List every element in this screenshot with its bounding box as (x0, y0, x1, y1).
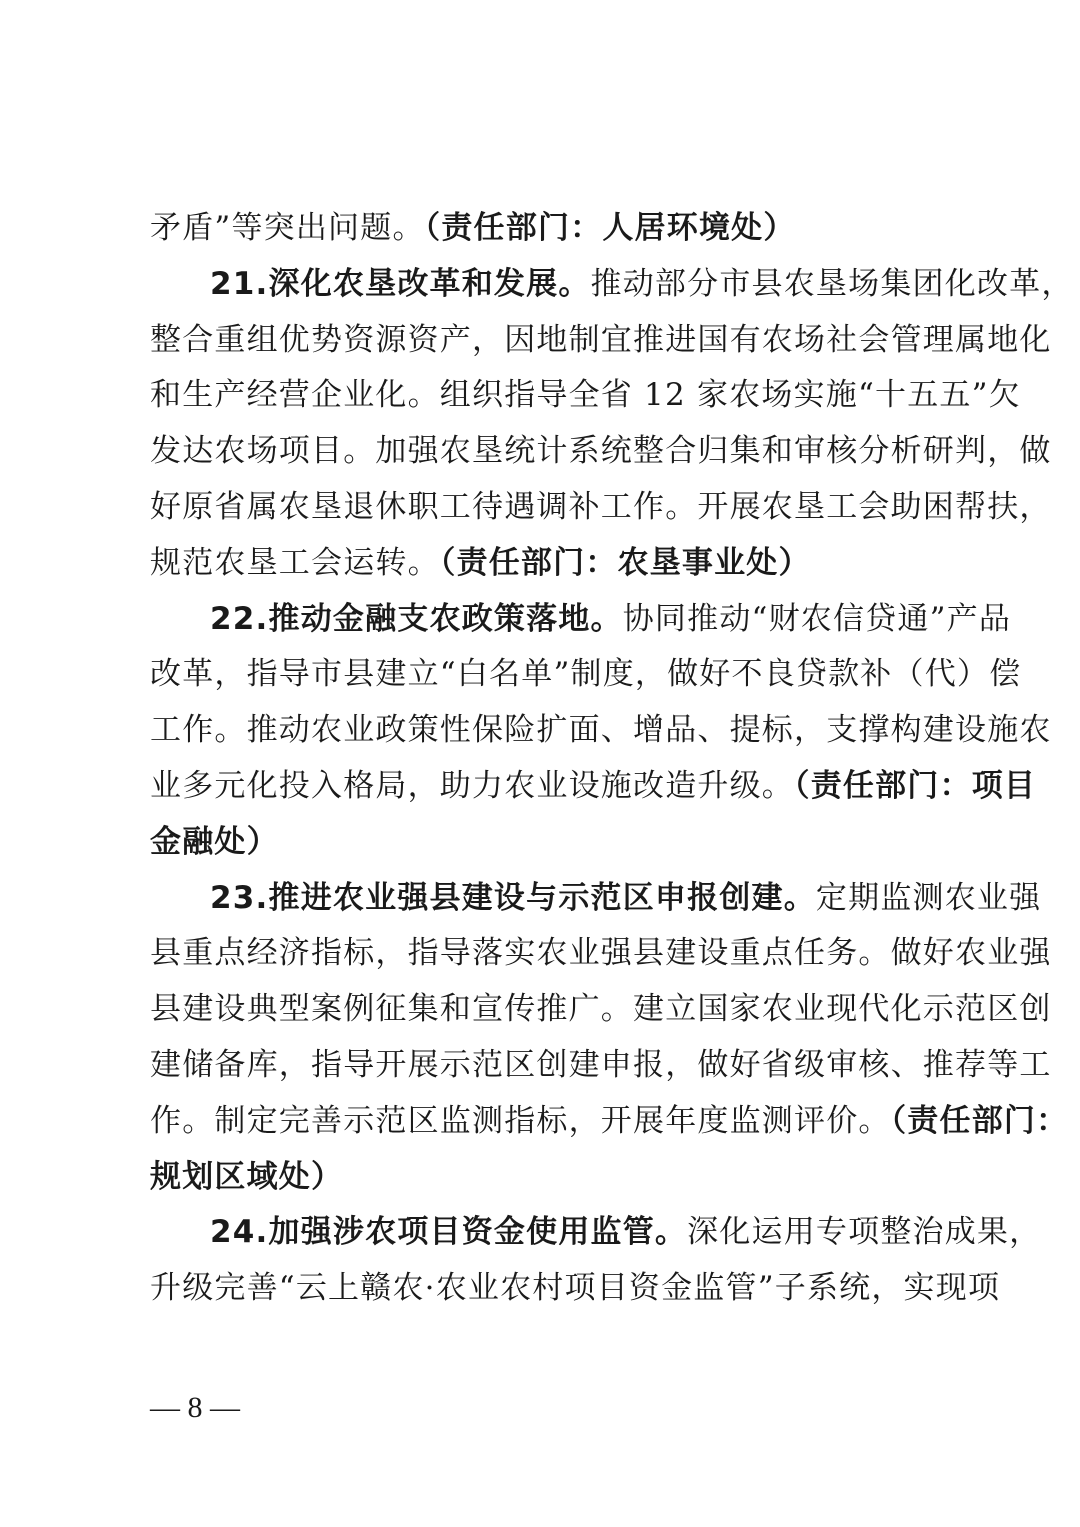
page-number: — 8 — (150, 1391, 240, 1424)
text-line (150, 1149, 958, 1205)
text-line (150, 981, 1052, 1037)
text-run: 县建设典型案例征集和宣传推广。建立国家农业现代化示范区创 (150, 991, 1052, 1028)
bold-text: （责任部门：项目 (794, 768, 1037, 804)
text-run: 作。制定完善示范区监测指标，开展年度监测评价。 (150, 1102, 891, 1139)
text-line (150, 702, 1052, 758)
text-run: 工作。推动农业政策性保险扩面、增品、提标，支撑构建设施农 (150, 712, 1052, 749)
text-line (150, 1260, 1001, 1316)
text-line (210, 870, 1042, 926)
text-run: 好原省属农垦退休职工待遇调补工作。开展农垦工会助困帮扶， (150, 489, 1052, 525)
bold-text: （责任部门：农垦事业处） (439, 544, 811, 581)
text-line (150, 312, 1052, 368)
bold-text: 24.加强涉农项目资金使用监管。 (210, 1214, 688, 1251)
text-line (150, 200, 958, 256)
bold-text: 22.推动金融支农政策落地。 (210, 600, 623, 637)
text-line (150, 1093, 1069, 1149)
text-run: 矛盾”等突出问题。 (150, 210, 425, 246)
text-line (150, 814, 958, 870)
text-line (150, 423, 1052, 479)
text-line (210, 256, 1074, 312)
text-line (150, 646, 1022, 702)
text-run: 协同推动“财农信贷通”产品 (622, 600, 1012, 637)
text-line (210, 591, 1012, 647)
text-run: 规范农垦工会运转。 (150, 544, 440, 581)
bold-text: 23.推进农业强县建设与示范区申报创建。 (210, 879, 816, 916)
text-run: 深化运用专项整治成果， (687, 1214, 1042, 1251)
text-run: 定期监测农业强 (815, 879, 1042, 916)
text-run: 升级完善“云上赣农·农业农村项目资金监管”子系统，实现项 (150, 1270, 1001, 1307)
text-run: 业多元化投入格局，助力农业设施改造升级。 (150, 768, 794, 804)
bold-text: （责任部门：人居环境处） (424, 210, 796, 246)
text-line (150, 1037, 1052, 1093)
text-run: 改革，指导市县建立“白名单”制度，做好不良贷款补（代）偿 (150, 656, 1022, 693)
text-run: 建储备库，指导开展示范区创建申报，做好省级审核、推荐等工 (150, 1047, 1052, 1083)
bold-text: （责任部门： (890, 1102, 1069, 1139)
text-line (210, 1204, 1042, 1260)
text-run: 县重点经济指标，指导落实农业强县建设重点任务。做好农业强 (150, 935, 1052, 972)
text-line (150, 535, 958, 591)
text-line (150, 479, 1052, 535)
text-line (150, 925, 1052, 981)
text-line (150, 367, 1021, 423)
text-run: 推动部分市县农垦场集团化改革， (590, 265, 1074, 302)
text-run: 和生产经营企业化。组织指导全省 12 家农场实施“十五五”欠 (150, 377, 1021, 414)
bold-text: 规划区域处） (150, 1158, 344, 1195)
bold-text: 金融处） (150, 823, 279, 860)
bold-text: 21.深化农垦改革和发展。 (210, 265, 591, 302)
text-run: 整合重组优势资源资产，因地制宜推进国有农场社会管理属地化 (150, 321, 1052, 358)
text-run: 发达农场项目。加强农垦统计系统整合归集和审核分析研判，做 (150, 433, 1052, 470)
text-line (150, 758, 1037, 814)
